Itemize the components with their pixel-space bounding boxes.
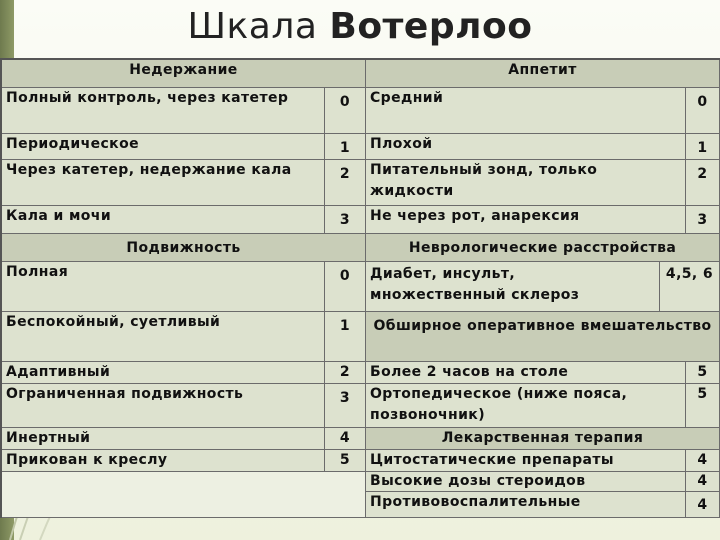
mobility-row-3-score: 2 (325, 362, 366, 384)
appetite-row-1-score: 0 (686, 88, 720, 134)
incontinence-row-2-score: 1 (325, 134, 366, 160)
mobility-row-6-score: 5 (325, 450, 366, 472)
medication-row-2-score: 4 (686, 472, 720, 492)
surgery-header: Обширное оперативное вмешательство (366, 312, 720, 362)
mobility-row-2-label: Беспокойный, суетливый (2, 312, 325, 362)
appetite-row-2-score: 1 (686, 134, 720, 160)
incontinence-row-1-score: 0 (325, 88, 366, 134)
mobility-row-1-label: Полная (2, 262, 325, 312)
surgery-row-1-score: 5 (686, 362, 720, 384)
empty-cell (2, 472, 366, 518)
surgery-row-1-label: Более 2 часов на столе (366, 362, 686, 384)
appetite-row-4-label: Не через рот, анарексия (366, 206, 686, 234)
mobility-row-2-score: 1 (325, 312, 366, 362)
mobility-row-6-label: Прикован к креслу (2, 450, 325, 472)
appetite-header: Аппетит (366, 60, 720, 88)
incontinence-row-4-score: 3 (325, 206, 366, 234)
incontinence-header: Недержание (2, 60, 366, 88)
incontinence-row-4-label: Кала и мочи (2, 206, 325, 234)
surgery-row-2-label: Ортопедическое (ниже пояса, позвоночник) (366, 384, 686, 428)
mobility-row-1-score: 0 (325, 262, 366, 312)
appetite-row-4-score: 3 (686, 206, 720, 234)
neuro-row-1-score: 4,5, 6 (660, 262, 720, 312)
title-bold: Вотерлоо (329, 6, 533, 47)
neuro-header: Неврологические расстройства (366, 234, 720, 262)
incontinence-row-3-score: 2 (325, 160, 366, 206)
medication-row-3-label: Противовоспалительные (366, 492, 686, 518)
mobility-row-5-score: 4 (325, 428, 366, 450)
medication-row-1-label: Цитостатические препараты (366, 450, 686, 472)
medication-row-2-label: Высокие дозы стероидов (366, 472, 686, 492)
mobility-header: Подвижность (2, 234, 366, 262)
appetite-row-3-score: 2 (686, 160, 720, 206)
mobility-row-3-label: Адаптивный (2, 362, 325, 384)
medication-header: Лекарственная терапия (366, 428, 720, 450)
incontinence-row-2-label: Периодическое (2, 134, 325, 160)
mobility-row-5-label: Инертный (2, 428, 325, 450)
neuro-row-1-label: Диабет, инсульт, множественный склероз (366, 262, 660, 312)
appetite-row-2-label: Плохой (366, 134, 686, 160)
page-title (0, 6, 720, 47)
incontinence-row-3-label: Через катетер, недержание кала (2, 160, 325, 206)
medication-row-1-score: 4 (686, 450, 720, 472)
title-normal: Шкала (187, 6, 318, 47)
appetite-row-3-label: Питательный зонд, только жидкости (366, 160, 686, 206)
appetite-row-1-label: Средний (366, 88, 686, 134)
medication-row-3-score: 4 (686, 492, 720, 518)
surgery-row-2-score: 5 (686, 384, 720, 428)
mobility-row-4-score: 3 (325, 384, 366, 428)
incontinence-row-1-label: Полный контроль, через катетер (2, 88, 325, 134)
mobility-row-4-label: Ограниченная подвижность (2, 384, 325, 428)
